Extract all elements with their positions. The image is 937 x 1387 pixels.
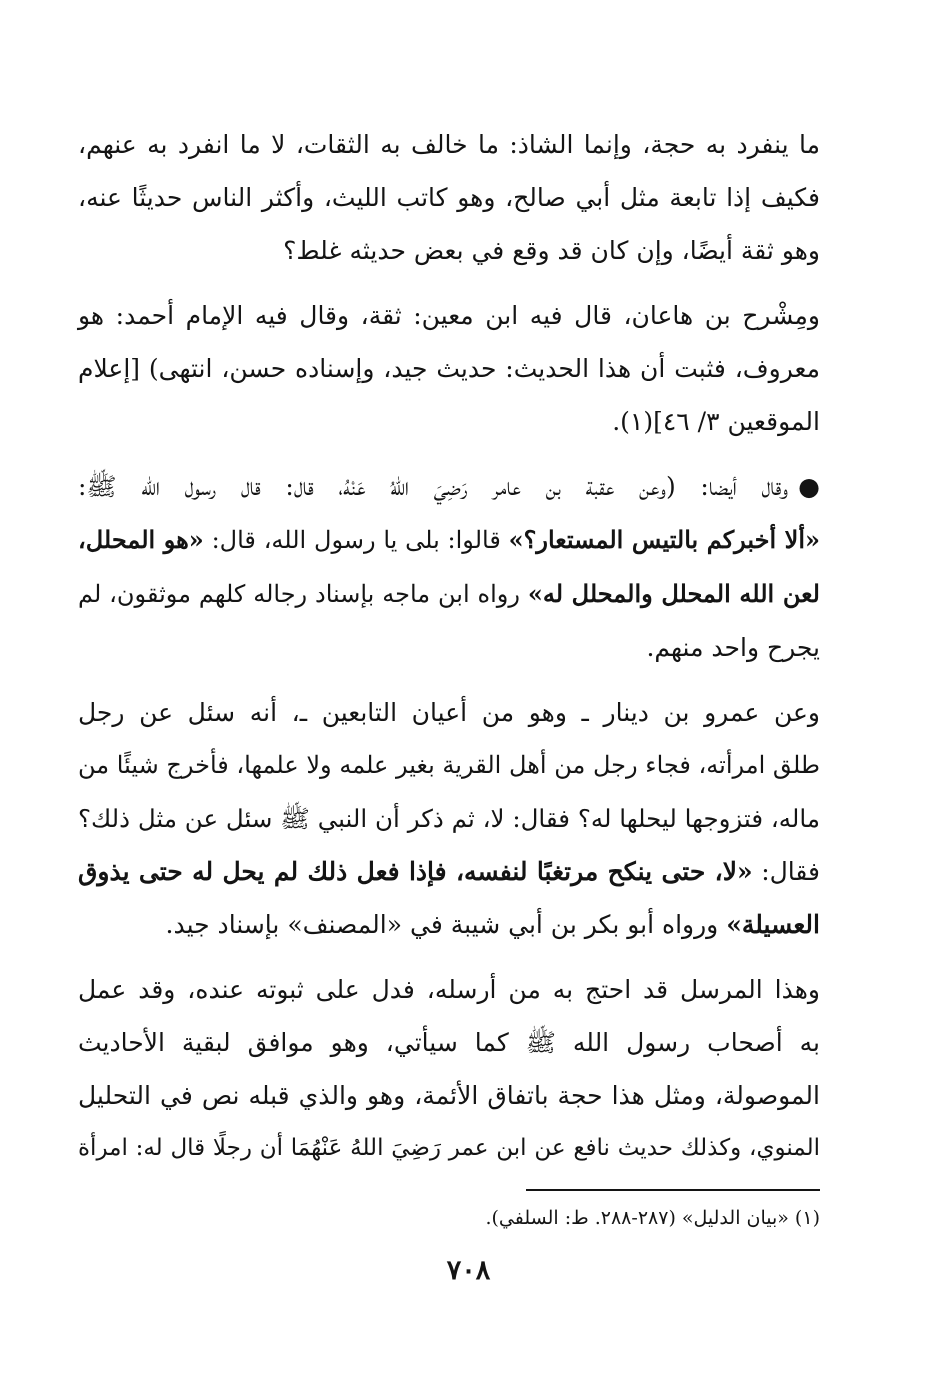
footnote: (١) «بيان الدليل» (٢٨٧-٢٨٨. ط: السلفي). [485, 1207, 820, 1229]
text-segment: ورواه أبو بكر بن أبي شيبة في «المصنف» بإسناد جيد. [165, 910, 727, 939]
paragraph-2 [78, 289, 820, 448]
hadith-quote: «هو المحلل، [78, 525, 204, 554]
text-line: معروف، فثبت أن هذا الحديث: حديث جيد، وإسناده حسن، انتهى) [إعلام [78, 354, 820, 383]
paragraph-5 [78, 963, 820, 1175]
page-body [78, 118, 820, 1175]
text-segment: فقال: [752, 857, 820, 886]
text-segment: رواه ابن ماجه بإسناد رجاله كلهم موثقون، لم [78, 580, 528, 608]
text-line: طلق امرأته، فجاء رجل من أهل القرية بغير علمه ولا علمها، فأخرج شيئًا من [78, 751, 820, 779]
text-line [78, 460, 820, 513]
text-segment: قالوا: بلى يا رسول الله، قال: [203, 526, 509, 554]
text-line: ومِشْرح بن هاعان، قال فيه ابن معين: ثقة، وقال فيه الإمام أحمد: هو [78, 301, 820, 330]
text-line: ما ينفرد به حجة، وإنما الشاذ: ما خالف به الثقات، لا ما انفرد به عنهم، [78, 130, 820, 159]
text-line [78, 845, 820, 898]
footnote-divider [526, 1189, 820, 1191]
hadith-quote: العسيلة» [726, 910, 820, 939]
hadith-quote: «لا، حتى ينكح مرتغبًا لنفسه، فإذا فعل ذلك لم يحل له حتى يذوق [78, 857, 753, 886]
text-line: وعن عمرو بن دينار ـ وهو من أعيان التابعين ـ، أنه سئل عن رجل [78, 698, 820, 727]
paragraph-3 [78, 460, 820, 674]
text-line: وهو ثقة أيضًا، وإن كان قد وقع في بعض حديثه غلط؟ [283, 236, 820, 265]
text-line: فكيف إذا تابعة مثل أبي صالح، وهو كاتب الليث، وأكثر الناس حديثًا عنه، [78, 183, 820, 212]
text-line: يجرح واحد منهم. [646, 633, 820, 662]
page-number: ٧٠٨ [446, 1255, 491, 1286]
bullet-icon: ● [798, 472, 820, 501]
hadith-quote: «ألا أخبركم بالتيس المستعار؟» [508, 525, 821, 554]
paragraph-1 [78, 118, 820, 277]
paragraph-4 [78, 686, 820, 951]
text-line: الموقعين ٣/ ٤٦](١). [612, 407, 820, 436]
hadith-quote: لعن الله المحلل والمحلل له» [527, 579, 820, 608]
text-line: المنوي، وكذلك حديث نافع عن ابن عمر رَضِيَ اللهُ عَنْهُمَا أن رجلًا قال له: امرأة [78, 1135, 820, 1161]
text-segment: وقال أيضا: (وعن عقبة بن عامر رَضِيَ اللهُ عَنْهُ، قال: قال رسول الله ﷺ: [78, 472, 789, 501]
text-line: ماله، فتزوجها ليحلها له؟ فقال: لا، ثم ذكر أن النبي ﷺ سئل عن مثل ذلك؟ [78, 804, 820, 833]
text-line: وهذا المرسل قد احتج به من أرسله، فدل على ثبوته عنده، وقد عمل [78, 975, 820, 1004]
text-line: الموصولة، ومثل هذا حجة باتفاق الأئمة، وهو والذي قبله نص في التحليل [78, 1081, 820, 1110]
text-line: به أصحاب رسول الله ﷺ كما سيأتي، وهو موافق لبقية الأحاديث [78, 1028, 820, 1057]
text-line [78, 898, 820, 951]
text-line [78, 513, 820, 567]
text-line [78, 567, 820, 621]
